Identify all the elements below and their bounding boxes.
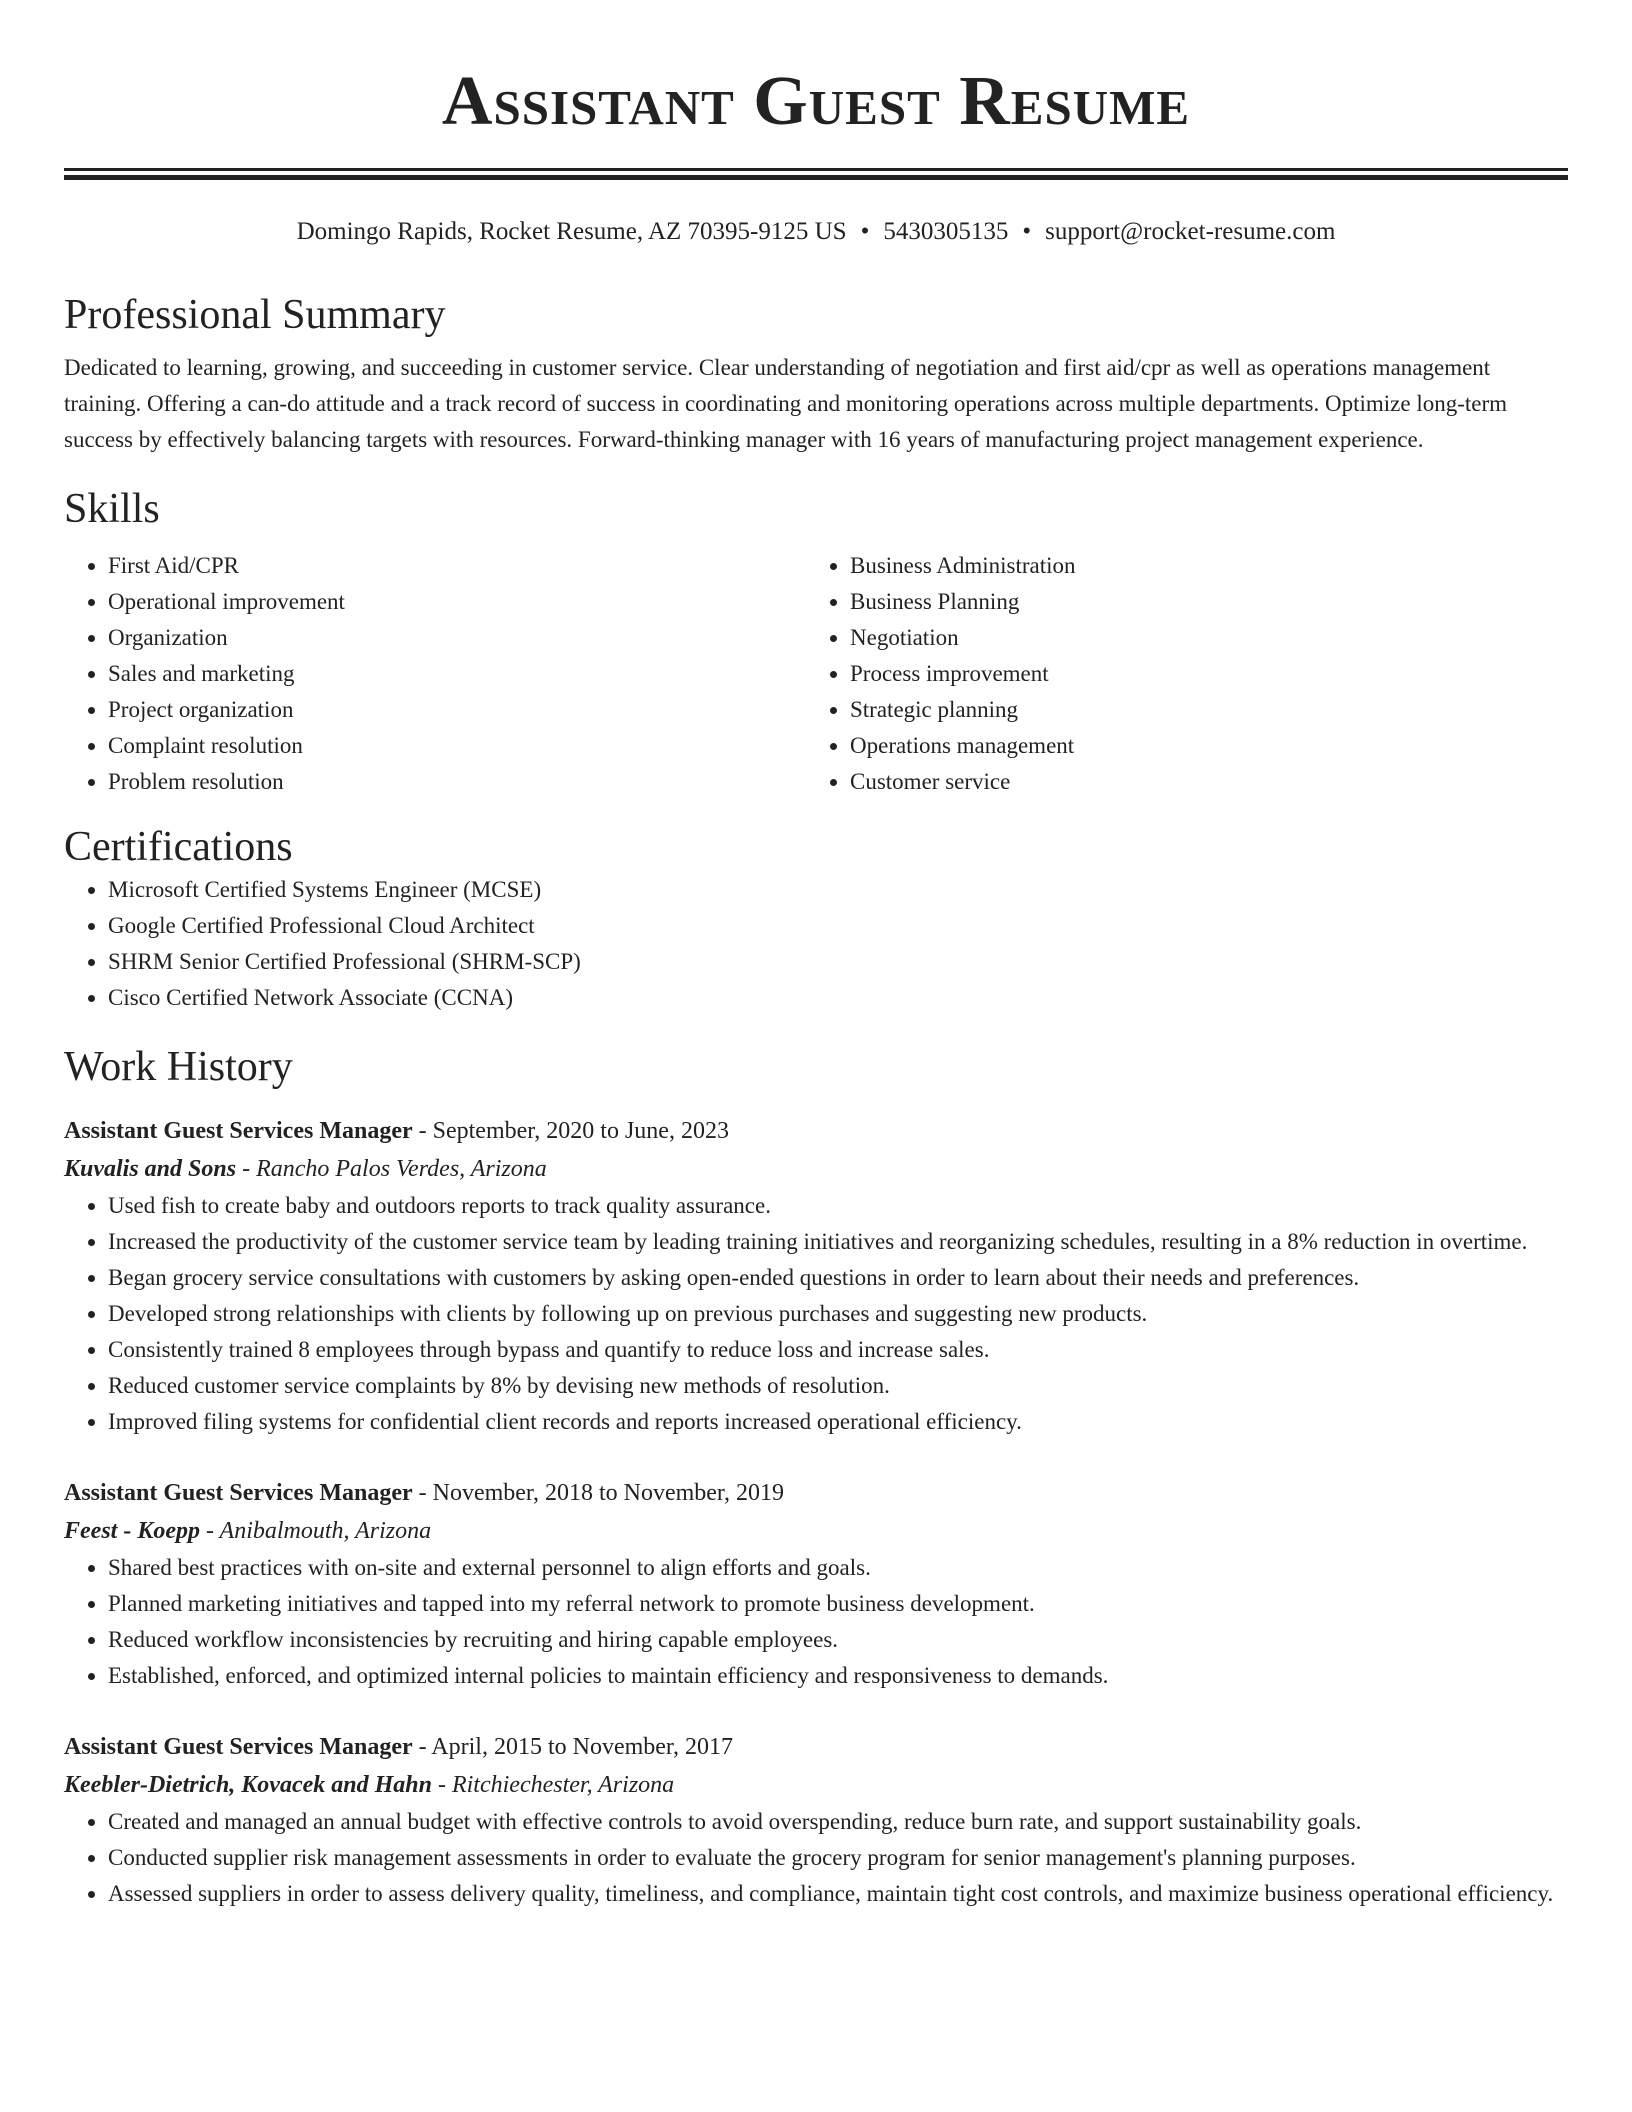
job-dash: - [412, 1734, 432, 1760]
skill-item: • Negotiation [850, 620, 1548, 656]
job-duty: • Consistently trained 8 employees through bypass and quantify to reduce loss and increase sales. [108, 1332, 1568, 1368]
skills-columns [64, 548, 1568, 800]
certifications-heading: Certifications [64, 824, 293, 870]
job-dates: September, 2020 to June, 2023 [432, 1118, 729, 1144]
certification-item: • Microsoft Certified Systems Engineer (MCSE) [108, 872, 1568, 908]
job-dash: - [431, 1772, 452, 1798]
job-duty: • Developed strong relationships with clients by following up on previous purchases and suggesting new products. [108, 1296, 1568, 1332]
job-title-line [64, 1112, 1568, 1150]
job-duties-list [64, 1550, 1568, 1694]
job-entry [64, 1112, 1568, 1440]
job-role: Assistant Guest Services Manager [64, 1734, 413, 1760]
skills-list-left [64, 548, 806, 800]
skill-item: • Operations management [850, 728, 1548, 764]
job-company-line [64, 1150, 1568, 1188]
skills-column-right [806, 548, 1548, 800]
job-dash: - [236, 1156, 257, 1182]
skills-list-right [806, 548, 1548, 800]
skill-item: • Organization [108, 620, 806, 656]
job-dash: - [412, 1480, 433, 1506]
skills-section [64, 484, 1568, 800]
job-duty: • Used fish to create baby and outdoors reports to track quality assurance. [108, 1188, 1568, 1224]
job-duty: • Reduced workflow inconsistencies by recruiting and hiring capable employees. [108, 1622, 1568, 1658]
job-title-line [64, 1474, 1568, 1512]
job-duty: • Planned marketing initiatives and tapped into my referral network to promote business development. [108, 1586, 1568, 1622]
job-dates: April, 2015 to November, 2017 [431, 1734, 733, 1760]
skill-item: • Operational improvement [108, 584, 806, 620]
contact-line [64, 217, 1568, 247]
skill-item: • First Aid/CPR [108, 548, 806, 584]
work-history-section [64, 1042, 1568, 1912]
job-company: Keebler-Dietrich, Kovacek and Hahn [64, 1772, 432, 1798]
skill-item: • Strategic planning [850, 692, 1548, 728]
skill-item: • Problem resolution [108, 764, 806, 800]
job-role: Assistant Guest Services Manager [64, 1118, 413, 1144]
job-dash: - [199, 1518, 220, 1544]
job-location: Anibalmouth, Arizona [219, 1518, 432, 1544]
job-company: Kuvalis and Sons [64, 1156, 237, 1182]
title-divider [64, 168, 1568, 180]
job-duty: • Reduced customer service complaints by 8% by devising new methods of resolution. [108, 1368, 1568, 1404]
skill-item: • Project organization [108, 692, 806, 728]
skills-column-left [64, 548, 806, 800]
certifications-list [64, 872, 1568, 1016]
contact-email: support@rocket-resume.com [1045, 218, 1336, 245]
job-duties-list [64, 1188, 1568, 1440]
work-history-heading: Work History [64, 1044, 293, 1090]
job-duty: • Conducted supplier risk management assessments in order to evaluate the grocery program for senior management's planning purposes. [108, 1840, 1568, 1876]
certification-item: • Google Certified Professional Cloud Architect [108, 908, 1568, 944]
contact-separator: • [1022, 218, 1032, 245]
job-company-line [64, 1766, 1568, 1804]
job-company-line [64, 1512, 1568, 1550]
skill-item: • Process improvement [850, 656, 1548, 692]
job-duty: • Shared best practices with on-site and external personnel to align efforts and goals. [108, 1550, 1568, 1586]
skill-item: • Complaint resolution [108, 728, 806, 764]
job-dash: - [412, 1118, 433, 1144]
certifications-section [64, 822, 1568, 1016]
skill-item: • Customer service [850, 764, 1548, 800]
skill-item: • Business Administration [850, 548, 1548, 584]
job-entry [64, 1474, 1568, 1694]
job-duty: • Assessed suppliers in order to assess delivery quality, timeliness, and compliance, maintain tight cost controls, and maximize business operational efficiency. [108, 1876, 1568, 1912]
job-duties-list [64, 1804, 1568, 1912]
summary-heading: Professional Summary [64, 292, 446, 338]
summary-text: Dedicated to learning, growing, and succeeding in customer service. Clear understanding of negotiation and first aid/cpr as well as operations management training. Offering a can-do attitude and a track record of success in coordinating and monitoring operations across multiple departments. Optimize long-term success by effectively balancing targets with resources. Forward-thinking manager with 16 years of manufacturing project management experience. [64, 355, 1508, 452]
job-location: Rancho Palos Verdes, Arizona [256, 1156, 547, 1182]
contact-separator: • [860, 218, 870, 245]
job-role: Assistant Guest Services Manager [64, 1480, 413, 1506]
certification-item: • SHRM Senior Certified Professional (SHRM-SCP) [108, 944, 1568, 980]
skill-item: • Sales and marketing [108, 656, 806, 692]
contact-phone: 5430305135 [883, 218, 1009, 245]
contact-address: Domingo Rapids, Rocket Resume, AZ 70395-9125 US [296, 218, 847, 245]
job-duty: • Established, enforced, and optimized internal policies to maintain efficiency and responsiveness to demands. [108, 1658, 1568, 1694]
job-duty: • Began grocery service consultations with customers by asking open-ended questions in order to learn about their needs and preferences. [108, 1260, 1568, 1296]
skills-heading: Skills [64, 486, 160, 532]
resume-title: Assistant Guest Resume [441, 63, 1191, 140]
job-entry [64, 1728, 1568, 1912]
certification-item: • Cisco Certified Network Associate (CCNA) [108, 980, 1568, 1016]
skill-item: • Business Planning [850, 584, 1548, 620]
job-title-line [64, 1728, 1568, 1766]
job-duty: • Improved filing systems for confidential client records and reports increased operational efficiency. [108, 1404, 1568, 1440]
job-duty: • Created and managed an annual budget with effective controls to avoid overspending, reduce burn rate, and support sustainability goals. [108, 1804, 1568, 1840]
job-company: Feest - Koepp [64, 1518, 200, 1544]
job-location: Ritchiechester, Arizona [451, 1772, 675, 1798]
job-duty: • Increased the productivity of the customer service team by leading training initiatives and reorganizing schedules, resulting in a 8% reduction in overtime. [108, 1224, 1568, 1260]
summary-section [64, 290, 1568, 458]
job-dates: November, 2018 to November, 2019 [432, 1480, 784, 1506]
